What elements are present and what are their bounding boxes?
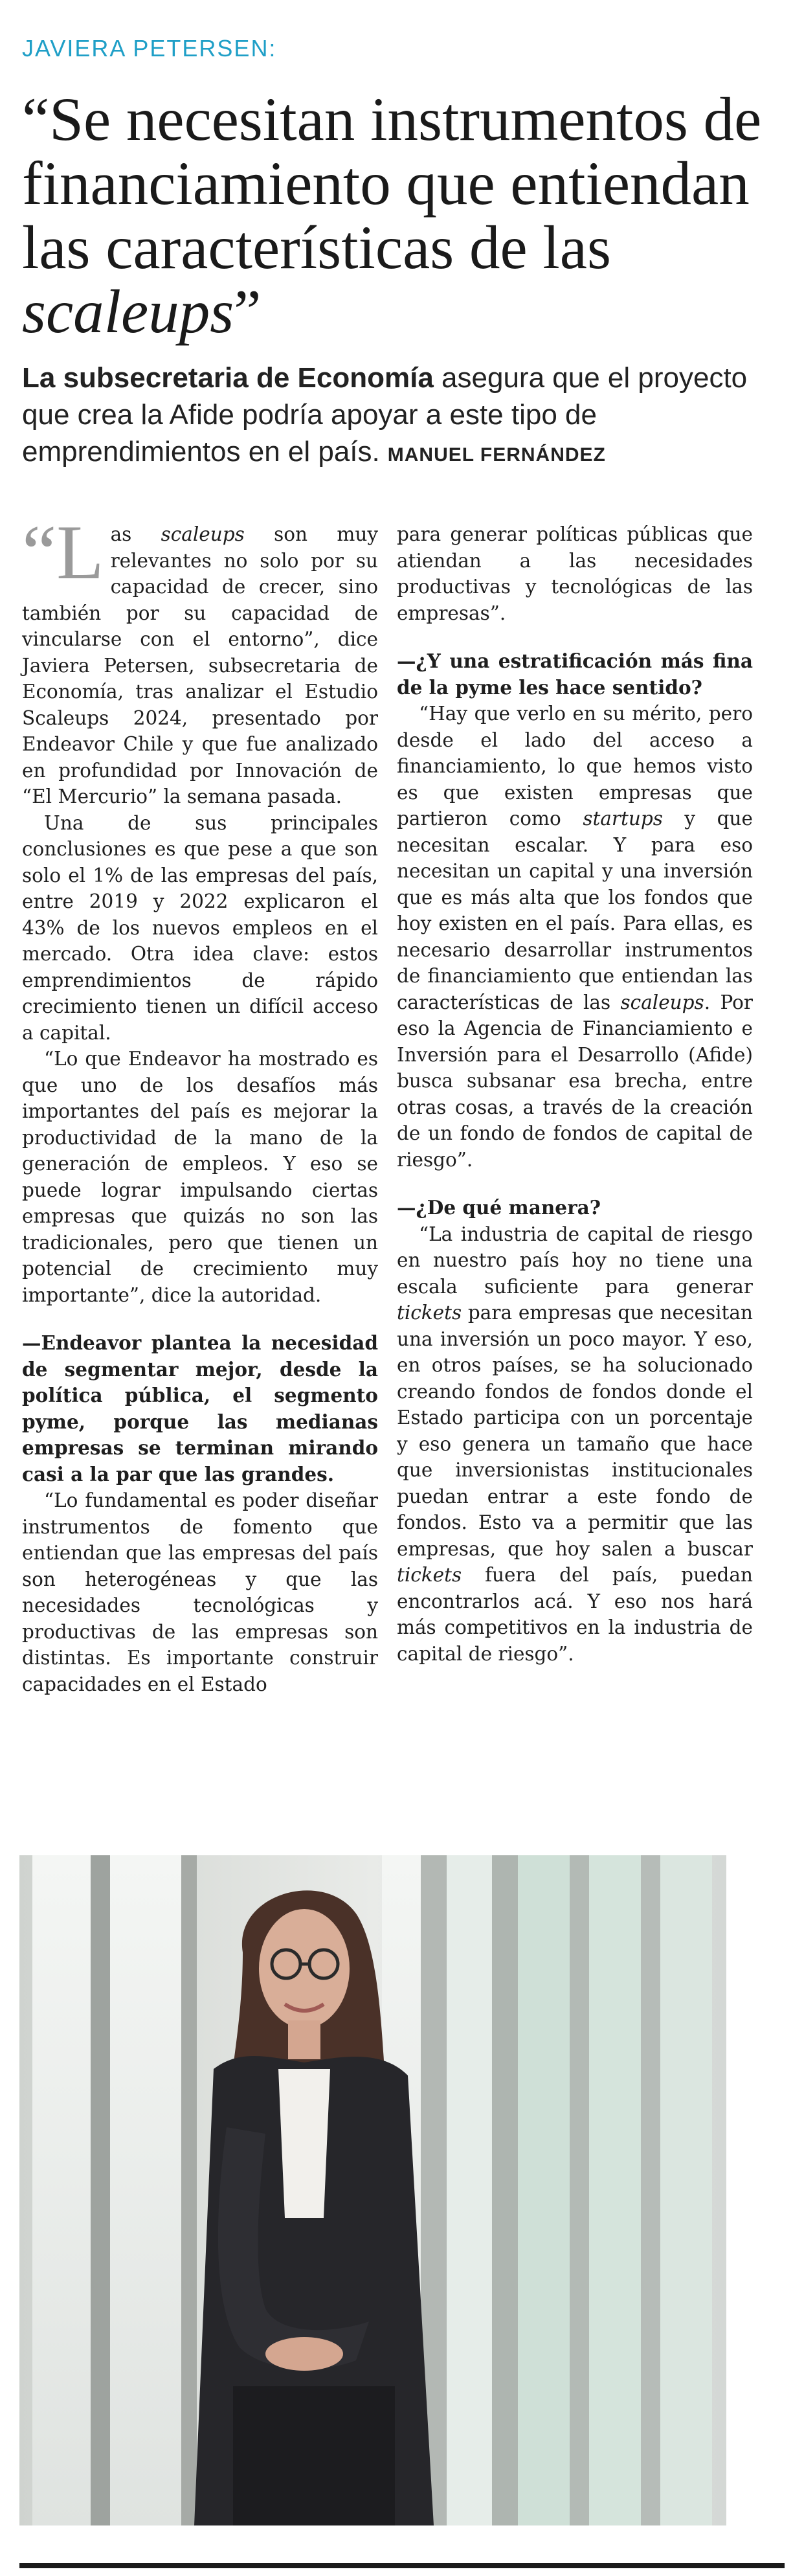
portrait-photo <box>19 1855 726 2525</box>
headline-part2: ” <box>234 277 262 346</box>
question-3: —¿De qué manera? <box>397 1196 601 1219</box>
paragraph-4: “Lo fundamental es poder diseñar instrumentos de fomento que entiendan que las empresas del país son heterogéneas y que las necesidades tecnológicas y productivas de las empresas son distintas. Es importante construir capacidades en el Estado <box>22 1489 378 1695</box>
p6-text-a: “La industria de capital de riesgo en nuestro país hoy no tiene una escala suficiente para generar <box>397 1223 753 1298</box>
paragraph-3: “Lo que Endeavor ha mostrado es que uno de los desafíos más importantes del país es mejorar la productividad de la mano de la generación de empleos. Y eso se puede lograr impulsando ciertas empresas que quizás no son las tradicionales, pero que tienen un potencial de crecimiento muy importante”, dice la autoridad. <box>22 1048 378 1306</box>
p6-text-c: fuera del país, puedan encontrarlos acá. Y eso nos hará más competitivos en la industria de capital de riesgo”. <box>397 1564 753 1665</box>
p1-emphasis: scaleups <box>161 523 245 545</box>
p5-emphasis-2: scaleups <box>620 991 704 1013</box>
p1-text-b: son muy relevantes no solo por su capacidad de crecer, sino también por su capacidad de vincularse con el entorno”, dice Javiera Petersen, subsecretaria de Economía, tras analizar el Estudio Scaleups 2024, presentado por Endeavor Chile y que fue analizado en profundidad por Innovación de “El Mercurio” la semana pasada. <box>22 523 378 808</box>
paragraph-2: Una de sus principales conclusiones es que pese a que son solo el 1% de las empresas del país, entre 2019 y 2022 explicaron el 43% de los nuevos empleos en el mercado. Otra idea clave: estos emprendimientos de rápido crecimiento tienen un difícil acceso a capital. <box>22 811 378 1044</box>
paragraph-4-continued: para generar políticas públicas que atiendan a las necesidades productivas y tecnológicas de las empresas”. <box>397 523 753 624</box>
p6-emphasis-2: tickets <box>397 1564 462 1586</box>
question-2: —¿Y una estratificación más fina de la pyme les hace sentido? <box>397 650 753 699</box>
p1-text-a: as <box>110 523 161 545</box>
p5-text-c: . Por eso la Agencia de Financiamiento e Inversión para el Desarrollo (Afide) busca subsanar esa brecha, entre otras cosas, a través de la creación de un fondo de fondos de capital de riesgo”. <box>397 991 753 1171</box>
deck-bold: La subsecretaria de Economía <box>22 362 434 394</box>
column-right <box>397 521 753 1667</box>
paragraph-5 <box>397 701 753 1173</box>
deck <box>22 359 786 473</box>
bottom-rule <box>19 2563 785 2568</box>
drop-cap: “L <box>22 509 104 595</box>
byline: MANUEL FERNÁNDEZ <box>387 444 606 466</box>
headline <box>22 87 786 344</box>
column-left <box>22 509 378 1697</box>
kicker: JAVIERA PETERSEN: <box>22 35 277 62</box>
p6-emphasis-1: tickets <box>397 1302 462 1324</box>
p6-text-b: para empresas que necesitan una inversión un poco mayor. Y eso, en otros países, se ha solucionado creando fondos de fondos donde el Estado participa con un porcentaje y eso genera un tamaño que hace que inversionistas institucionales puedan entrar a este fondo de fondos. Esto va a permitir que las empresas, que hoy salen a buscar <box>397 1302 753 1560</box>
headline-italic: scaleups <box>22 277 234 346</box>
p5-text-a: “Hay que verlo en su mérito, pero desde el lado del acceso a financiamiento, lo que hemos visto es que existen empresas que partieron como <box>397 703 753 830</box>
question-1: —Endeavor plantea la necesidad de segmentar mejor, desde la política pública, el segmento pyme, porque las medianas empresas se terminan mirando casi a la par que las grandes. <box>22 1331 378 1486</box>
deck-rest: asegura que el proyecto que crea la Afide podría apoyar a este tipo de emprendimientos en el país. <box>22 362 748 468</box>
p5-text-b: y que necesitan escalar. Y para eso necesitan un capital y una inversión que es más alta que los fondos que hoy existen en el país. Para ellas, es necesario desarrollar instrumentos de financiamiento que entiendan las características de las <box>397 808 753 1013</box>
headline-part1: “Se necesitan instrumentos de financiamiento que entiendan las características de las <box>22 85 762 282</box>
paragraph-6 <box>397 1221 753 1667</box>
paragraph-1 <box>22 509 378 810</box>
p5-emphasis-1: startups <box>583 808 663 830</box>
